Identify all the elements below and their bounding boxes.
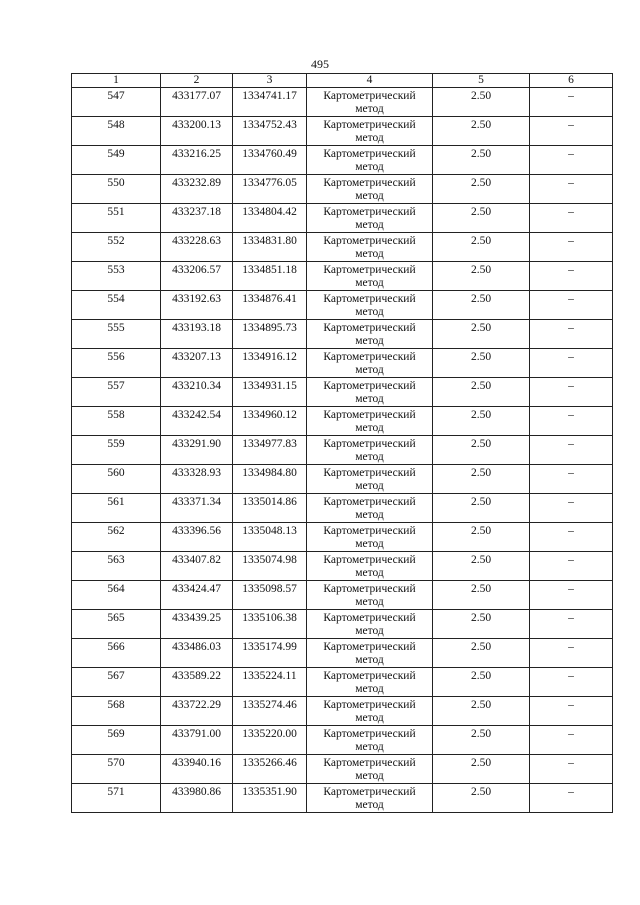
- note-cell: –: [530, 233, 613, 262]
- accuracy-cell: 2.50: [433, 117, 530, 146]
- note-cell: –: [530, 523, 613, 552]
- column-header: 2: [161, 74, 233, 88]
- x-coordinate-cell: 433791.00: [161, 726, 233, 755]
- x-coordinate-cell: 433396.56: [161, 523, 233, 552]
- accuracy-cell: 2.50: [433, 784, 530, 813]
- y-coordinate-cell: 1334931.15: [233, 378, 307, 407]
- method-line-1: Картометрический: [323, 496, 416, 508]
- point-number-cell: 557: [72, 378, 161, 407]
- y-coordinate-cell: 1335106.38: [233, 610, 307, 639]
- table-row: [72, 755, 613, 784]
- point-number-cell: 555: [72, 320, 161, 349]
- method-line-2: метод: [355, 741, 384, 753]
- method-line-2: метод: [355, 625, 384, 637]
- table-row: [72, 552, 613, 581]
- note-cell: –: [530, 204, 613, 233]
- method-line-1: Картометрический: [323, 467, 416, 479]
- method-line-1: Картометрический: [323, 612, 416, 624]
- table-row: [72, 697, 613, 726]
- method-cell: [307, 726, 433, 755]
- accuracy-cell: 2.50: [433, 291, 530, 320]
- note-cell: –: [530, 552, 613, 581]
- x-coordinate-cell: 433228.63: [161, 233, 233, 262]
- note-cell: –: [530, 146, 613, 175]
- y-coordinate-cell: 1334960.12: [233, 407, 307, 436]
- note-cell: –: [530, 465, 613, 494]
- point-number-cell: 570: [72, 755, 161, 784]
- x-coordinate-cell: 433192.63: [161, 291, 233, 320]
- y-coordinate-cell: 1335266.46: [233, 755, 307, 784]
- x-coordinate-cell: 433200.13: [161, 117, 233, 146]
- method-line-2: метод: [355, 480, 384, 492]
- method-line-2: метод: [355, 161, 384, 173]
- note-cell: –: [530, 436, 613, 465]
- table-row: [72, 726, 613, 755]
- y-coordinate-cell: 1334776.05: [233, 175, 307, 204]
- method-line-1: Картометрический: [323, 757, 416, 769]
- method-line-2: метод: [355, 538, 384, 550]
- method-cell: [307, 262, 433, 291]
- method-cell: [307, 639, 433, 668]
- note-cell: –: [530, 726, 613, 755]
- method-cell: [307, 378, 433, 407]
- y-coordinate-cell: 1334804.42: [233, 204, 307, 233]
- column-header: 3: [233, 74, 307, 88]
- point-number-cell: 567: [72, 668, 161, 697]
- method-line-1: Картометрический: [323, 525, 416, 537]
- y-coordinate-cell: 1334741.17: [233, 88, 307, 117]
- coordinates-table: [71, 73, 613, 813]
- y-coordinate-cell: 1334916.12: [233, 349, 307, 378]
- point-number-cell: 563: [72, 552, 161, 581]
- table-row: [72, 117, 613, 146]
- method-cell: [307, 291, 433, 320]
- x-coordinate-cell: 433237.18: [161, 204, 233, 233]
- accuracy-cell: 2.50: [433, 581, 530, 610]
- accuracy-cell: 2.50: [433, 726, 530, 755]
- table-row: [72, 146, 613, 175]
- method-line-1: Картометрический: [323, 728, 416, 740]
- method-line-1: Картометрический: [323, 177, 416, 189]
- table-row: [72, 175, 613, 204]
- x-coordinate-cell: 433291.90: [161, 436, 233, 465]
- table-row: [72, 291, 613, 320]
- method-line-1: Картометрический: [323, 90, 416, 102]
- method-cell: [307, 204, 433, 233]
- method-line-1: Картометрический: [323, 583, 416, 595]
- accuracy-cell: 2.50: [433, 494, 530, 523]
- accuracy-cell: 2.50: [433, 523, 530, 552]
- method-line-1: Картометрический: [323, 148, 416, 160]
- y-coordinate-cell: 1334984.80: [233, 465, 307, 494]
- method-cell: [307, 610, 433, 639]
- accuracy-cell: 2.50: [433, 146, 530, 175]
- point-number-cell: 569: [72, 726, 161, 755]
- method-line-2: метод: [355, 393, 384, 405]
- accuracy-cell: 2.50: [433, 88, 530, 117]
- accuracy-cell: 2.50: [433, 465, 530, 494]
- y-coordinate-cell: 1335098.57: [233, 581, 307, 610]
- method-line-2: метод: [355, 335, 384, 347]
- note-cell: –: [530, 175, 613, 204]
- column-header: 1: [72, 74, 161, 88]
- note-cell: –: [530, 291, 613, 320]
- x-coordinate-cell: 433589.22: [161, 668, 233, 697]
- accuracy-cell: 2.50: [433, 639, 530, 668]
- method-line-1: Картометрический: [323, 670, 416, 682]
- method-cell: [307, 465, 433, 494]
- table-row: [72, 494, 613, 523]
- method-line-2: метод: [355, 132, 384, 144]
- method-line-1: Картометрический: [323, 322, 416, 334]
- accuracy-cell: 2.50: [433, 610, 530, 639]
- method-cell: [307, 407, 433, 436]
- accuracy-cell: 2.50: [433, 378, 530, 407]
- method-cell: [307, 146, 433, 175]
- point-number-cell: 560: [72, 465, 161, 494]
- x-coordinate-cell: 433232.89: [161, 175, 233, 204]
- point-number-cell: 564: [72, 581, 161, 610]
- point-number-cell: 547: [72, 88, 161, 117]
- note-cell: –: [530, 407, 613, 436]
- y-coordinate-cell: 1335351.90: [233, 784, 307, 813]
- x-coordinate-cell: 433371.34: [161, 494, 233, 523]
- accuracy-cell: 2.50: [433, 349, 530, 378]
- note-cell: –: [530, 262, 613, 291]
- method-line-2: метод: [355, 422, 384, 434]
- note-cell: –: [530, 581, 613, 610]
- point-number-cell: 571: [72, 784, 161, 813]
- table-row: [72, 610, 613, 639]
- y-coordinate-cell: 1334851.18: [233, 262, 307, 291]
- x-coordinate-cell: 433206.57: [161, 262, 233, 291]
- table-row: [72, 349, 613, 378]
- point-number-cell: 553: [72, 262, 161, 291]
- accuracy-cell: 2.50: [433, 668, 530, 697]
- method-line-2: метод: [355, 770, 384, 782]
- point-number-cell: 548: [72, 117, 161, 146]
- method-cell: [307, 88, 433, 117]
- method-cell: [307, 523, 433, 552]
- note-cell: –: [530, 668, 613, 697]
- method-line-2: метод: [355, 683, 384, 695]
- method-cell: [307, 552, 433, 581]
- accuracy-cell: 2.50: [433, 407, 530, 436]
- table-row: [72, 668, 613, 697]
- y-coordinate-cell: 1335274.46: [233, 697, 307, 726]
- note-cell: –: [530, 639, 613, 668]
- method-line-1: Картометрический: [323, 699, 416, 711]
- x-coordinate-cell: 433210.34: [161, 378, 233, 407]
- method-line-1: Картометрический: [323, 119, 416, 131]
- x-coordinate-cell: 433486.03: [161, 639, 233, 668]
- point-number-cell: 559: [72, 436, 161, 465]
- method-line-2: метод: [355, 451, 384, 463]
- note-cell: –: [530, 349, 613, 378]
- point-number-cell: 558: [72, 407, 161, 436]
- x-coordinate-cell: 433242.54: [161, 407, 233, 436]
- column-header: 6: [530, 74, 613, 88]
- method-line-1: Картометрический: [323, 264, 416, 276]
- note-cell: –: [530, 494, 613, 523]
- table-row: [72, 407, 613, 436]
- x-coordinate-cell: 433722.29: [161, 697, 233, 726]
- method-line-2: метод: [355, 596, 384, 608]
- accuracy-cell: 2.50: [433, 175, 530, 204]
- table-row: [72, 378, 613, 407]
- method-line-2: метод: [355, 567, 384, 579]
- y-coordinate-cell: 1334831.80: [233, 233, 307, 262]
- method-cell: [307, 117, 433, 146]
- table-row: [72, 784, 613, 813]
- table-row: [72, 320, 613, 349]
- note-cell: –: [530, 697, 613, 726]
- method-line-2: метод: [355, 799, 384, 811]
- x-coordinate-cell: 433328.93: [161, 465, 233, 494]
- method-line-1: Картометрический: [323, 438, 416, 450]
- accuracy-cell: 2.50: [433, 755, 530, 784]
- y-coordinate-cell: 1335224.11: [233, 668, 307, 697]
- method-line-2: метод: [355, 190, 384, 202]
- note-cell: –: [530, 88, 613, 117]
- y-coordinate-cell: 1334760.49: [233, 146, 307, 175]
- table-row: [72, 88, 613, 117]
- method-line-1: Картометрический: [323, 293, 416, 305]
- method-line-1: Картометрический: [323, 409, 416, 421]
- point-number-cell: 561: [72, 494, 161, 523]
- x-coordinate-cell: 433193.18: [161, 320, 233, 349]
- page-number: 495: [311, 57, 329, 71]
- point-number-cell: 562: [72, 523, 161, 552]
- y-coordinate-cell: 1335220.00: [233, 726, 307, 755]
- method-line-1: Картометрический: [323, 786, 416, 798]
- method-cell: [307, 697, 433, 726]
- method-cell: [307, 494, 433, 523]
- table-row: [72, 639, 613, 668]
- method-line-2: метод: [355, 509, 384, 521]
- method-line-2: метод: [355, 219, 384, 231]
- method-cell: [307, 436, 433, 465]
- x-coordinate-cell: 433407.82: [161, 552, 233, 581]
- point-number-cell: 556: [72, 349, 161, 378]
- method-line-1: Картометрический: [323, 641, 416, 653]
- table-header-row: [72, 74, 613, 88]
- y-coordinate-cell: 1335014.86: [233, 494, 307, 523]
- note-cell: –: [530, 320, 613, 349]
- accuracy-cell: 2.50: [433, 204, 530, 233]
- y-coordinate-cell: 1334977.83: [233, 436, 307, 465]
- note-cell: –: [530, 755, 613, 784]
- point-number-cell: 550: [72, 175, 161, 204]
- x-coordinate-cell: 433940.16: [161, 755, 233, 784]
- method-cell: [307, 349, 433, 378]
- x-coordinate-cell: 433439.25: [161, 610, 233, 639]
- note-cell: –: [530, 610, 613, 639]
- point-number-cell: 551: [72, 204, 161, 233]
- method-line-2: метод: [355, 306, 384, 318]
- accuracy-cell: 2.50: [433, 262, 530, 291]
- x-coordinate-cell: 433216.25: [161, 146, 233, 175]
- method-line-2: метод: [355, 248, 384, 260]
- column-header: 4: [307, 74, 433, 88]
- method-cell: [307, 175, 433, 204]
- y-coordinate-cell: 1335048.13: [233, 523, 307, 552]
- table-row: [72, 523, 613, 552]
- method-cell: [307, 755, 433, 784]
- table-row: [72, 581, 613, 610]
- method-cell: [307, 784, 433, 813]
- y-coordinate-cell: 1334752.43: [233, 117, 307, 146]
- method-line-2: метод: [355, 364, 384, 376]
- method-line-2: метод: [355, 277, 384, 289]
- method-line-2: метод: [355, 103, 384, 115]
- x-coordinate-cell: 433424.47: [161, 581, 233, 610]
- table-row: [72, 233, 613, 262]
- point-number-cell: 554: [72, 291, 161, 320]
- table-row: [72, 204, 613, 233]
- point-number-cell: 565: [72, 610, 161, 639]
- table-row: [72, 465, 613, 494]
- method-cell: [307, 581, 433, 610]
- x-coordinate-cell: 433207.13: [161, 349, 233, 378]
- x-coordinate-cell: 433177.07: [161, 88, 233, 117]
- method-line-1: Картометрический: [323, 351, 416, 363]
- method-line-1: Картометрический: [323, 206, 416, 218]
- point-number-cell: 552: [72, 233, 161, 262]
- point-number-cell: 566: [72, 639, 161, 668]
- point-number-cell: 568: [72, 697, 161, 726]
- note-cell: –: [530, 117, 613, 146]
- accuracy-cell: 2.50: [433, 552, 530, 581]
- method-cell: [307, 233, 433, 262]
- column-header: 5: [433, 74, 530, 88]
- method-line-2: метод: [355, 654, 384, 666]
- y-coordinate-cell: 1335174.99: [233, 639, 307, 668]
- method-cell: [307, 668, 433, 697]
- note-cell: –: [530, 784, 613, 813]
- x-coordinate-cell: 433980.86: [161, 784, 233, 813]
- y-coordinate-cell: 1334876.41: [233, 291, 307, 320]
- method-line-1: Картометрический: [323, 554, 416, 566]
- y-coordinate-cell: 1334895.73: [233, 320, 307, 349]
- note-cell: –: [530, 378, 613, 407]
- method-cell: [307, 320, 433, 349]
- accuracy-cell: 2.50: [433, 697, 530, 726]
- method-line-2: метод: [355, 712, 384, 724]
- method-line-1: Картометрический: [323, 235, 416, 247]
- point-number-cell: 549: [72, 146, 161, 175]
- accuracy-cell: 2.50: [433, 233, 530, 262]
- accuracy-cell: 2.50: [433, 436, 530, 465]
- table-row: [72, 436, 613, 465]
- accuracy-cell: 2.50: [433, 320, 530, 349]
- method-line-1: Картометрический: [323, 380, 416, 392]
- y-coordinate-cell: 1335074.98: [233, 552, 307, 581]
- table-row: [72, 262, 613, 291]
